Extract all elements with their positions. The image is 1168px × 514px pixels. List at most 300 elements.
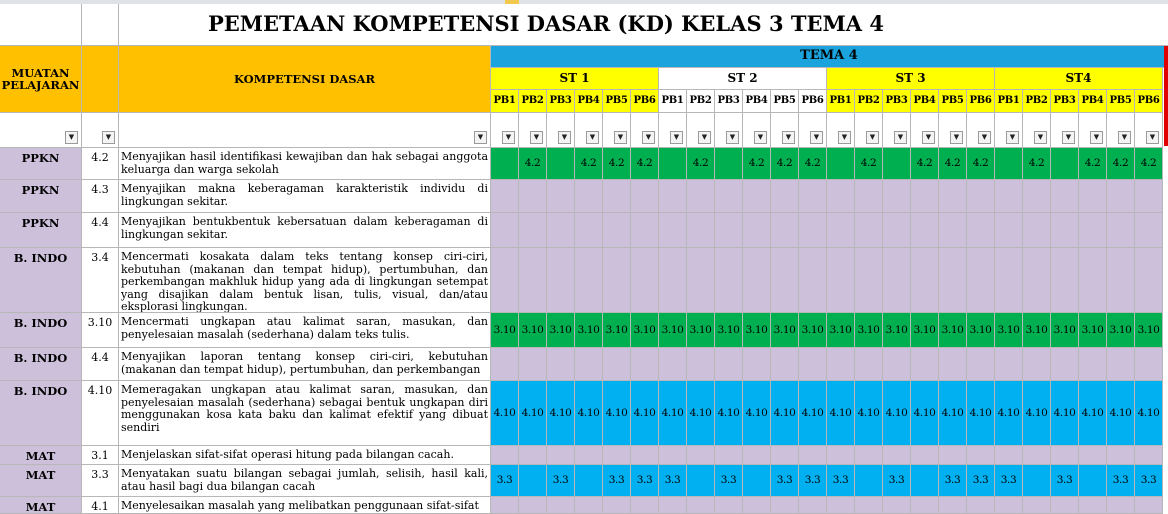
filter-dropdown-icon[interactable]: ▼ xyxy=(782,131,795,144)
pb-value-cell[interactable] xyxy=(771,446,799,465)
pb-value-cell[interactable] xyxy=(547,180,575,213)
pb-value-cell[interactable]: 4.2 xyxy=(1023,148,1051,180)
pb-value-cell[interactable] xyxy=(883,446,911,465)
pb-value-cell[interactable] xyxy=(799,213,827,248)
pb-value-cell[interactable] xyxy=(491,446,519,465)
pb-value-cell[interactable] xyxy=(491,180,519,213)
pb-value-cell[interactable]: 4.2 xyxy=(799,148,827,180)
filter-cell-pb xyxy=(491,113,519,148)
kd-description-cell[interactable]: Menyelesaikan masalah yang melibatkan penggunaan sifat-sifat xyxy=(119,497,491,514)
muatan-cell[interactable]: PPKN xyxy=(0,180,82,213)
muatan-cell[interactable]: B. INDO xyxy=(0,248,82,313)
pb-value-cell[interactable]: 4.10 xyxy=(1051,381,1079,446)
filter-dropdown-icon[interactable]: ▼ xyxy=(754,131,767,144)
filter-dropdown-icon[interactable]: ▼ xyxy=(950,131,963,144)
pb-value-cell[interactable]: 4.10 xyxy=(1107,381,1135,446)
pb-value-cell[interactable] xyxy=(967,497,995,514)
pb-value-cell[interactable] xyxy=(967,213,995,248)
pb-value-cell[interactable] xyxy=(603,348,631,381)
kd-number-cell[interactable]: 4.3 xyxy=(82,180,119,213)
pb-value-cell[interactable]: 3.3 xyxy=(939,465,967,497)
pb-value-cell[interactable]: 3.10 xyxy=(1079,313,1107,348)
pb-value-cell[interactable]: 3.3 xyxy=(491,465,519,497)
pb-value-cell[interactable] xyxy=(883,497,911,514)
pb-value-cell[interactable]: 3.10 xyxy=(519,313,547,348)
pb-value-cell[interactable] xyxy=(575,497,603,514)
filter-dropdown-icon[interactable]: ▼ xyxy=(922,131,935,144)
pb-value-cell[interactable]: 3.10 xyxy=(603,313,631,348)
pb-value-cell[interactable] xyxy=(827,148,855,180)
pb-value-cell[interactable]: 4.10 xyxy=(939,381,967,446)
pb-value-cell[interactable] xyxy=(939,348,967,381)
kd-number-cell[interactable]: 4.2 xyxy=(82,148,119,180)
pb-value-cell[interactable] xyxy=(743,248,771,313)
filter-dropdown-icon[interactable]: ▼ xyxy=(642,131,655,144)
pb-value-cell[interactable]: 4.2 xyxy=(687,148,715,180)
filter-dropdown-icon[interactable]: ▼ xyxy=(65,131,78,144)
kd-number-cell[interactable]: 4.4 xyxy=(82,348,119,381)
filter-dropdown-icon[interactable]: ▼ xyxy=(474,131,487,144)
pb-value-cell[interactable] xyxy=(1023,465,1051,497)
pb-value-cell[interactable] xyxy=(659,248,687,313)
pb-value-cell[interactable] xyxy=(939,213,967,248)
muatan-cell[interactable]: B. INDO xyxy=(0,313,82,348)
pb-value-cell[interactable] xyxy=(491,497,519,514)
pb-value-cell[interactable] xyxy=(827,213,855,248)
muatan-cell[interactable]: MAT xyxy=(0,497,82,514)
kd-number-cell[interactable]: 3.3 xyxy=(82,465,119,497)
pb-value-cell[interactable]: 3.3 xyxy=(771,465,799,497)
pb-value-cell[interactable] xyxy=(855,348,883,381)
pb-value-cell[interactable]: 4.2 xyxy=(1107,148,1135,180)
pb-value-cell[interactable] xyxy=(715,348,743,381)
pb-value-cell[interactable] xyxy=(911,465,939,497)
pb-value-cell[interactable] xyxy=(995,248,1023,313)
pb-value-cell[interactable]: 3.10 xyxy=(883,313,911,348)
pb-value-cell[interactable] xyxy=(659,180,687,213)
pb-value-cell[interactable] xyxy=(1107,446,1135,465)
filter-dropdown-icon[interactable]: ▼ xyxy=(726,131,739,144)
pb-value-cell[interactable] xyxy=(687,348,715,381)
muatan-cell[interactable]: MAT xyxy=(0,465,82,497)
muatan-cell[interactable]: B. INDO xyxy=(0,348,82,381)
pb-value-cell[interactable]: 3.10 xyxy=(771,313,799,348)
pb-value-cell[interactable] xyxy=(715,148,743,180)
pb-value-cell[interactable] xyxy=(1023,248,1051,313)
pb-value-cell[interactable] xyxy=(547,446,575,465)
pb-value-cell[interactable]: 4.10 xyxy=(491,381,519,446)
pb-value-cell[interactable]: 4.10 xyxy=(547,381,575,446)
pb-value-cell[interactable] xyxy=(575,248,603,313)
pb-value-cell[interactable] xyxy=(1051,446,1079,465)
pb-value-cell[interactable] xyxy=(659,446,687,465)
pb-value-cell[interactable] xyxy=(911,497,939,514)
pb-value-cell[interactable] xyxy=(799,348,827,381)
pb-value-cell[interactable]: 4.2 xyxy=(1079,148,1107,180)
pb-value-cell[interactable]: 4.2 xyxy=(855,148,883,180)
filter-dropdown-icon[interactable]: ▼ xyxy=(866,131,879,144)
pb-value-cell[interactable] xyxy=(939,497,967,514)
pb-value-cell[interactable]: 3.10 xyxy=(911,313,939,348)
pb-value-cell[interactable] xyxy=(631,348,659,381)
pb-value-cell[interactable]: 3.10 xyxy=(967,313,995,348)
pb-value-cell[interactable]: 3.3 xyxy=(603,465,631,497)
pb-value-cell[interactable]: 4.2 xyxy=(603,148,631,180)
pb-value-cell[interactable] xyxy=(687,213,715,248)
filter-dropdown-icon[interactable]: ▼ xyxy=(102,131,115,144)
pb-value-cell[interactable]: 3.3 xyxy=(967,465,995,497)
pb-value-cell[interactable] xyxy=(1135,348,1163,381)
pb-value-cell[interactable] xyxy=(603,180,631,213)
pb-value-cell[interactable] xyxy=(1107,213,1135,248)
pb-value-cell[interactable] xyxy=(631,213,659,248)
pb-value-cell[interactable]: 3.3 xyxy=(995,465,1023,497)
pb-value-cell[interactable]: 3.10 xyxy=(939,313,967,348)
filter-dropdown-icon[interactable]: ▼ xyxy=(978,131,991,144)
pb-value-cell[interactable]: 4.10 xyxy=(715,381,743,446)
pb-value-cell[interactable] xyxy=(1135,497,1163,514)
pb-value-cell[interactable] xyxy=(631,180,659,213)
pb-value-cell[interactable] xyxy=(687,180,715,213)
pb-value-cell[interactable] xyxy=(659,148,687,180)
pb-value-cell[interactable]: 4.10 xyxy=(799,381,827,446)
kd-number-cell[interactable]: 4.10 xyxy=(82,381,119,446)
pb-value-cell[interactable]: 4.2 xyxy=(771,148,799,180)
pb-value-cell[interactable] xyxy=(715,446,743,465)
pb-value-cell[interactable] xyxy=(1107,248,1135,313)
pb-value-cell[interactable]: 3.10 xyxy=(799,313,827,348)
pb-value-cell[interactable] xyxy=(575,465,603,497)
pb-value-cell[interactable]: 4.10 xyxy=(827,381,855,446)
pb-value-cell[interactable] xyxy=(855,446,883,465)
pb-value-cell[interactable] xyxy=(827,248,855,313)
pb-value-cell[interactable] xyxy=(1023,348,1051,381)
pb-value-cell[interactable]: 3.3 xyxy=(631,465,659,497)
filter-dropdown-icon[interactable]: ▼ xyxy=(1090,131,1103,144)
pb-value-cell[interactable] xyxy=(547,248,575,313)
pb-value-cell[interactable] xyxy=(659,497,687,514)
pb-value-cell[interactable] xyxy=(1051,213,1079,248)
pb-value-cell[interactable] xyxy=(659,348,687,381)
pb-value-cell[interactable] xyxy=(519,446,547,465)
pb-value-cell[interactable] xyxy=(883,248,911,313)
pb-value-cell[interactable] xyxy=(967,248,995,313)
muatan-cell[interactable]: MAT xyxy=(0,446,82,465)
pb-value-cell[interactable]: 4.10 xyxy=(1079,381,1107,446)
pb-value-cell[interactable] xyxy=(491,213,519,248)
pb-value-cell[interactable]: 4.10 xyxy=(883,381,911,446)
pb-value-cell[interactable] xyxy=(603,248,631,313)
pb-value-cell[interactable]: 3.3 xyxy=(1107,465,1135,497)
pb-value-cell[interactable]: 3.10 xyxy=(631,313,659,348)
pb-value-cell[interactable] xyxy=(1051,248,1079,313)
pb-value-cell[interactable] xyxy=(575,213,603,248)
pb-value-cell[interactable] xyxy=(827,180,855,213)
pb-value-cell[interactable] xyxy=(771,497,799,514)
pb-value-cell[interactable] xyxy=(995,446,1023,465)
pb-value-cell[interactable] xyxy=(1023,497,1051,514)
pb-value-cell[interactable] xyxy=(631,248,659,313)
kd-number-cell[interactable]: 3.1 xyxy=(82,446,119,465)
pb-value-cell[interactable]: 3.10 xyxy=(715,313,743,348)
kd-description-cell[interactable]: Mencermati ungkapan atau kalimat saran, masukan, dan penyelesaian masalah (sederhana) dalam teks tulis. xyxy=(119,313,491,348)
pb-value-cell[interactable] xyxy=(911,180,939,213)
pb-value-cell[interactable] xyxy=(995,180,1023,213)
pb-value-cell[interactable]: 4.10 xyxy=(1023,381,1051,446)
pb-value-cell[interactable]: 3.10 xyxy=(491,313,519,348)
pb-value-cell[interactable]: 3.10 xyxy=(575,313,603,348)
filter-dropdown-icon[interactable]: ▼ xyxy=(1034,131,1047,144)
pb-value-cell[interactable] xyxy=(519,180,547,213)
pb-value-cell[interactable] xyxy=(827,348,855,381)
pb-value-cell[interactable] xyxy=(1023,180,1051,213)
pb-value-cell[interactable] xyxy=(911,446,939,465)
kd-description-cell[interactable]: Menyajikan laporan tentang konsep ciri-ciri, kebutuhan (makanan dan tempat hidup), pertumbuhan, dan perkembangan xyxy=(119,348,491,381)
pb-value-cell[interactable] xyxy=(743,180,771,213)
pb-value-cell[interactable] xyxy=(855,248,883,313)
pb-value-cell[interactable] xyxy=(911,248,939,313)
pb-value-cell[interactable] xyxy=(995,148,1023,180)
pb-value-cell[interactable] xyxy=(743,446,771,465)
pb-value-cell[interactable]: 4.2 xyxy=(631,148,659,180)
pb-value-cell[interactable] xyxy=(743,465,771,497)
filter-dropdown-icon[interactable]: ▼ xyxy=(670,131,683,144)
pb-value-cell[interactable] xyxy=(883,213,911,248)
pb-value-cell[interactable] xyxy=(547,148,575,180)
pb-value-cell[interactable] xyxy=(855,465,883,497)
pb-value-cell[interactable]: 3.10 xyxy=(1023,313,1051,348)
pb-value-cell[interactable] xyxy=(631,497,659,514)
pb-value-cell[interactable]: 3.10 xyxy=(1107,313,1135,348)
pb-value-cell[interactable] xyxy=(743,213,771,248)
pb-value-cell[interactable] xyxy=(799,248,827,313)
pb-value-cell[interactable] xyxy=(519,497,547,514)
pb-value-cell[interactable] xyxy=(1107,180,1135,213)
pb-value-cell[interactable] xyxy=(687,248,715,313)
pb-value-cell[interactable] xyxy=(771,348,799,381)
filter-dropdown-icon[interactable]: ▼ xyxy=(698,131,711,144)
muatan-cell[interactable]: PPKN xyxy=(0,148,82,180)
pb-value-cell[interactable] xyxy=(799,180,827,213)
pb-value-cell[interactable] xyxy=(995,497,1023,514)
pb-value-cell[interactable] xyxy=(743,348,771,381)
kd-description-cell[interactable]: Menyatakan suatu bilangan sebagai jumlah, selisih, hasil kali, atau hasil bagi dua bilangan cacah xyxy=(119,465,491,497)
pb-value-cell[interactable] xyxy=(547,213,575,248)
pb-value-cell[interactable] xyxy=(715,497,743,514)
pb-value-cell[interactable] xyxy=(967,180,995,213)
pb-value-cell[interactable]: 3.10 xyxy=(827,313,855,348)
pb-value-cell[interactable] xyxy=(687,497,715,514)
pb-value-cell[interactable] xyxy=(883,148,911,180)
pb-value-cell[interactable] xyxy=(1051,180,1079,213)
pb-value-cell[interactable]: 4.10 xyxy=(1135,381,1163,446)
pb-value-cell[interactable] xyxy=(1079,465,1107,497)
filter-dropdown-icon[interactable]: ▼ xyxy=(614,131,627,144)
pb-value-cell[interactable] xyxy=(743,497,771,514)
pb-value-cell[interactable] xyxy=(771,180,799,213)
muatan-cell[interactable]: PPKN xyxy=(0,213,82,248)
pb-value-cell[interactable] xyxy=(771,213,799,248)
pb-value-cell[interactable]: 3.10 xyxy=(995,313,1023,348)
pb-value-cell[interactable] xyxy=(1135,180,1163,213)
pb-value-cell[interactable]: 4.10 xyxy=(687,381,715,446)
pb-value-cell[interactable] xyxy=(1079,497,1107,514)
pb-value-cell[interactable] xyxy=(1135,446,1163,465)
pb-value-cell[interactable]: 4.10 xyxy=(519,381,547,446)
pb-value-cell[interactable]: 4.10 xyxy=(575,381,603,446)
pb-value-cell[interactable]: 4.2 xyxy=(1135,148,1163,180)
pb-value-cell[interactable] xyxy=(715,180,743,213)
pb-value-cell[interactable] xyxy=(995,213,1023,248)
pb-value-cell[interactable]: 4.2 xyxy=(967,148,995,180)
pb-value-cell[interactable] xyxy=(855,180,883,213)
kd-description-cell[interactable]: Mencermati kosakata dalam teks tentang konsep ciri-ciri, kebutuhan (makanan dan tempat hidup), pertumbuhan, dan perkembangan makhluk hidup yang ada di lingkungan setempat yang disajikan dalam bentuk lisan, tulis, visual, dan/atau eksplorasi lingkungan. xyxy=(119,248,491,313)
pb-value-cell[interactable]: 3.10 xyxy=(1135,313,1163,348)
pb-value-cell[interactable]: 3.3 xyxy=(883,465,911,497)
pb-value-cell[interactable]: 4.10 xyxy=(855,381,883,446)
pb-value-cell[interactable] xyxy=(1023,213,1051,248)
kd-number-cell[interactable]: 4.4 xyxy=(82,213,119,248)
filter-cell-pb xyxy=(855,113,883,148)
pb-value-cell[interactable] xyxy=(939,248,967,313)
pb-value-cell[interactable] xyxy=(967,446,995,465)
pb-value-cell[interactable] xyxy=(491,248,519,313)
pb-value-cell[interactable]: 3.3 xyxy=(1051,465,1079,497)
pb-value-cell[interactable] xyxy=(547,497,575,514)
pb-value-cell[interactable]: 4.10 xyxy=(743,381,771,446)
kd-number-cell[interactable]: 3.4 xyxy=(82,248,119,313)
pb-value-cell[interactable] xyxy=(827,497,855,514)
pb-value-cell[interactable] xyxy=(519,248,547,313)
pb-value-cell[interactable] xyxy=(827,446,855,465)
pb-value-cell[interactable] xyxy=(1107,348,1135,381)
pb-value-cell[interactable] xyxy=(855,497,883,514)
pb-value-cell[interactable]: 3.10 xyxy=(659,313,687,348)
pb-value-cell[interactable] xyxy=(1079,248,1107,313)
pb-value-cell[interactable] xyxy=(1051,348,1079,381)
pb-value-cell[interactable] xyxy=(631,446,659,465)
pb-value-cell[interactable] xyxy=(491,348,519,381)
filter-dropdown-icon[interactable]: ▼ xyxy=(1006,131,1019,144)
pb-value-cell[interactable] xyxy=(1135,248,1163,313)
pb-value-cell[interactable] xyxy=(799,497,827,514)
pb-value-cell[interactable] xyxy=(715,213,743,248)
pb-value-cell[interactable] xyxy=(1079,213,1107,248)
kd-number-cell[interactable]: 4.1 xyxy=(82,497,119,514)
filter-dropdown-icon[interactable]: ▼ xyxy=(502,131,515,144)
filter-dropdown-icon[interactable]: ▼ xyxy=(810,131,823,144)
pb-value-cell[interactable]: 4.2 xyxy=(743,148,771,180)
pb-value-cell[interactable]: 4.10 xyxy=(911,381,939,446)
pb-value-cell[interactable]: 3.3 xyxy=(1135,465,1163,497)
pb-value-cell[interactable] xyxy=(1051,148,1079,180)
filter-dropdown-icon[interactable]: ▼ xyxy=(894,131,907,144)
pb-value-cell[interactable] xyxy=(603,446,631,465)
pb-value-cell[interactable]: 3.10 xyxy=(855,313,883,348)
kd-description-cell[interactable]: Menyajikan makna keberagaman karakteristik individu di lingkungan sekitar. xyxy=(119,180,491,213)
pb-value-cell[interactable]: 3.3 xyxy=(827,465,855,497)
pb-value-cell[interactable] xyxy=(995,348,1023,381)
pb-value-cell[interactable] xyxy=(939,446,967,465)
pb-value-cell[interactable] xyxy=(939,180,967,213)
pb-value-cell[interactable] xyxy=(771,248,799,313)
pb-value-cell[interactable] xyxy=(883,180,911,213)
filter-cell-pb xyxy=(995,113,1023,148)
pb-value-cell[interactable] xyxy=(911,348,939,381)
pb-value-cell[interactable] xyxy=(519,465,547,497)
pb-value-cell[interactable]: 4.2 xyxy=(939,148,967,180)
pb-value-cell[interactable] xyxy=(1051,497,1079,514)
pb-value-cell[interactable]: 3.10 xyxy=(547,313,575,348)
pb-value-cell[interactable] xyxy=(547,348,575,381)
kd-description-cell[interactable]: Menyajikan bentukbentuk kebersatuan dalam keberagaman di lingkungan sekitar. xyxy=(119,213,491,248)
pb-value-cell[interactable]: 4.10 xyxy=(659,381,687,446)
pb-value-cell[interactable]: 3.10 xyxy=(687,313,715,348)
pb-value-cell[interactable] xyxy=(491,148,519,180)
muatan-cell[interactable]: B. INDO xyxy=(0,381,82,446)
pb-value-cell[interactable] xyxy=(575,446,603,465)
kd-description-cell[interactable]: Menyajikan hasil identifikasi kewajiban dan hak sebagai anggota keluarga dan warga sekolah xyxy=(119,148,491,180)
pb-value-cell[interactable] xyxy=(855,213,883,248)
pb-value-cell[interactable] xyxy=(519,348,547,381)
pb-value-cell[interactable] xyxy=(687,465,715,497)
pb-value-cell[interactable]: 4.10 xyxy=(995,381,1023,446)
filter-dropdown-icon[interactable]: ▼ xyxy=(586,131,599,144)
pb-value-cell[interactable]: 4.10 xyxy=(967,381,995,446)
pb-value-cell[interactable] xyxy=(1023,446,1051,465)
pb-value-cell[interactable] xyxy=(911,213,939,248)
pb-value-cell[interactable]: 3.10 xyxy=(1051,313,1079,348)
pb-value-cell[interactable] xyxy=(519,213,547,248)
pb-value-cell[interactable] xyxy=(1079,446,1107,465)
pb-value-cell[interactable] xyxy=(603,213,631,248)
filter-dropdown-icon[interactable]: ▼ xyxy=(558,131,571,144)
pb-value-cell[interactable]: 3.3 xyxy=(659,465,687,497)
pb-value-cell[interactable] xyxy=(659,213,687,248)
pb-value-cell[interactable]: 4.2 xyxy=(911,148,939,180)
pb-value-cell[interactable]: 4.10 xyxy=(771,381,799,446)
filter-dropdown-icon[interactable]: ▼ xyxy=(1118,131,1131,144)
pb-value-cell[interactable]: 4.2 xyxy=(575,148,603,180)
pb-value-cell[interactable] xyxy=(1079,180,1107,213)
pb-value-cell[interactable] xyxy=(687,446,715,465)
pb-value-cell[interactable] xyxy=(883,348,911,381)
filter-dropdown-icon[interactable]: ▼ xyxy=(530,131,543,144)
pb-value-cell[interactable]: 3.3 xyxy=(799,465,827,497)
pb-value-cell[interactable] xyxy=(967,348,995,381)
pb-value-cell[interactable] xyxy=(603,497,631,514)
filter-dropdown-icon[interactable]: ▼ xyxy=(1146,131,1159,144)
kd-description-cell[interactable]: Memeragakan ungkapan atau kalimat saran, masukan, dan penyelesaian masalah (sederhana) sebagai bentuk ungkapan diri menggunakan kosa kata baku dan kalimat efektif yang dibuat sendiri xyxy=(119,381,491,446)
pb-value-cell[interactable] xyxy=(715,248,743,313)
pb-value-cell[interactable] xyxy=(799,446,827,465)
pb-value-cell[interactable]: 3.3 xyxy=(715,465,743,497)
pb-value-cell[interactable]: 4.10 xyxy=(603,381,631,446)
kd-description-cell[interactable]: Menjelaskan sifat-sifat operasi hitung pada bilangan cacah. xyxy=(119,446,491,465)
pb-value-cell[interactable]: 3.3 xyxy=(547,465,575,497)
pb-value-cell[interactable] xyxy=(1079,348,1107,381)
pb-value-cell[interactable]: 3.10 xyxy=(743,313,771,348)
pb-value-cell[interactable] xyxy=(1107,497,1135,514)
pb-value-cell[interactable] xyxy=(1135,213,1163,248)
filter-dropdown-icon[interactable]: ▼ xyxy=(838,131,851,144)
pb-value-cell[interactable] xyxy=(575,180,603,213)
pb-value-cell[interactable]: 4.2 xyxy=(519,148,547,180)
pb-value-cell[interactable]: 4.10 xyxy=(631,381,659,446)
kd-number-cell[interactable]: 3.10 xyxy=(82,313,119,348)
filter-dropdown-icon[interactable]: ▼ xyxy=(1062,131,1075,144)
pb-value-cell[interactable] xyxy=(575,348,603,381)
